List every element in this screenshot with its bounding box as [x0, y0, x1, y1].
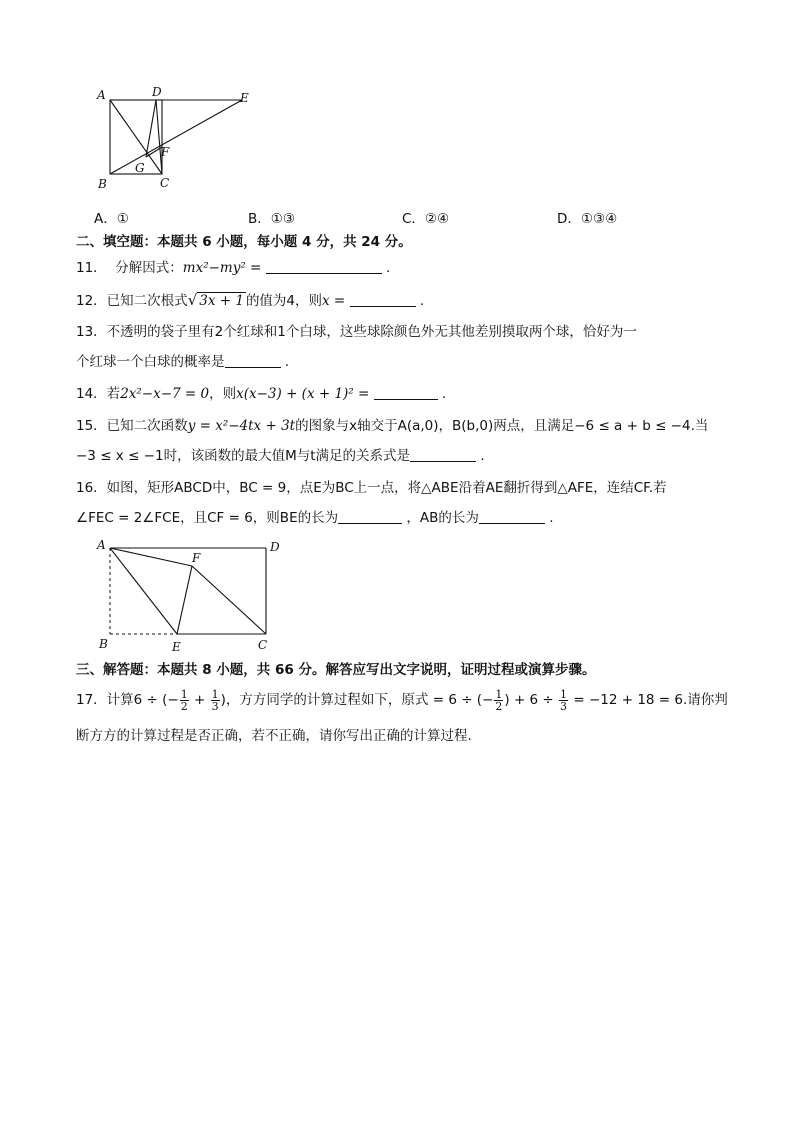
answer-blank[interactable] [266, 259, 382, 274]
answer-blank-ab[interactable] [479, 509, 545, 524]
answer-blank[interactable] [374, 385, 438, 400]
question-13-line-1: 13．不透明的袋子里有2个红球和1个白球，这些球除颜色外无其他差别摸取两个球，恰好为一 [76, 324, 637, 340]
answer-blank-be[interactable] [338, 509, 402, 524]
label-f: F [161, 145, 170, 159]
option-c: C．②④ [402, 211, 450, 227]
label-e: E [240, 91, 249, 105]
section-2-heading: 二、填空题：本题共 6 小题，每小题 4 分，共 24 分。 [76, 234, 412, 250]
option-d: D．①③④ [557, 211, 618, 227]
answer-blank[interactable] [350, 292, 416, 307]
label-a: A [97, 538, 106, 552]
label-a: A [97, 88, 106, 102]
answer-blank[interactable] [410, 447, 476, 462]
label-d: D [270, 540, 280, 554]
label-c: C [258, 638, 268, 652]
question-11: 11． 分解因式：mx²−my² = . [76, 260, 391, 276]
answer-blank[interactable] [225, 353, 281, 368]
label-b: B [99, 637, 108, 651]
label-e: E [172, 640, 181, 654]
question-15-line-2: −3 ≤ x ≤ −1时，该函数的最大值M与t满足的关系式是 . [76, 448, 485, 464]
option-a: A．① [94, 211, 129, 227]
question-16-line-2: ∠FEC = 2∠FCE，且CF = 6，则BE的长为 ，AB的长为 . [76, 510, 554, 526]
question-15-line-1: 15．已知二次函数y = x²−4tx + 3t的图象与x轴交于A(a,0)，B(b,0)两点，且满足−6 ≤ a + b ≤ −4.当 [76, 418, 709, 434]
question-17-line-1: 17．计算6 ÷ (− $\frac{1}{2}$ + $\frac{1}{3}$ )，方方同学的计算过程如下，原式 = 6 ÷ (− $\frac{1}{2}$ ) + 6 ÷ $\frac{1}{3}$ = −12 + 18 = 6.请你判 [76, 687, 728, 713]
label-d: D [152, 85, 162, 99]
question-14: 14．若2x²−x−7 = 0，则x(x−3) + (x + 1)² = . [76, 386, 447, 402]
geometry-figure-1 [92, 84, 262, 194]
section-3-heading: 三、解答题：本题共 8 小题，共 66 分。解答应写出文字说明，证明过程或演算步骤。 [76, 662, 596, 678]
question-12: 12．已知二次根式√ 3x + 1 的值为4，则x = . [76, 291, 425, 309]
option-b: B．①③ [248, 211, 295, 227]
label-b: B [98, 177, 107, 191]
question-13-line-2: 个红球一个白球的概率是 . [76, 354, 290, 370]
geometry-figure-2 [92, 536, 292, 656]
question-17-line-2: 断方方的计算过程是否正确，若不正确，请你写出正确的计算过程. [76, 728, 472, 744]
label-c: C [160, 176, 170, 190]
label-g: G [135, 161, 145, 175]
question-16-line-1: 16．如图，矩形ABCD中，BC = 9，点E为BC上一点，将△ABE沿着AE翻折得到△AFE，连结CF.若 [76, 480, 667, 496]
label-f: F [192, 551, 201, 565]
